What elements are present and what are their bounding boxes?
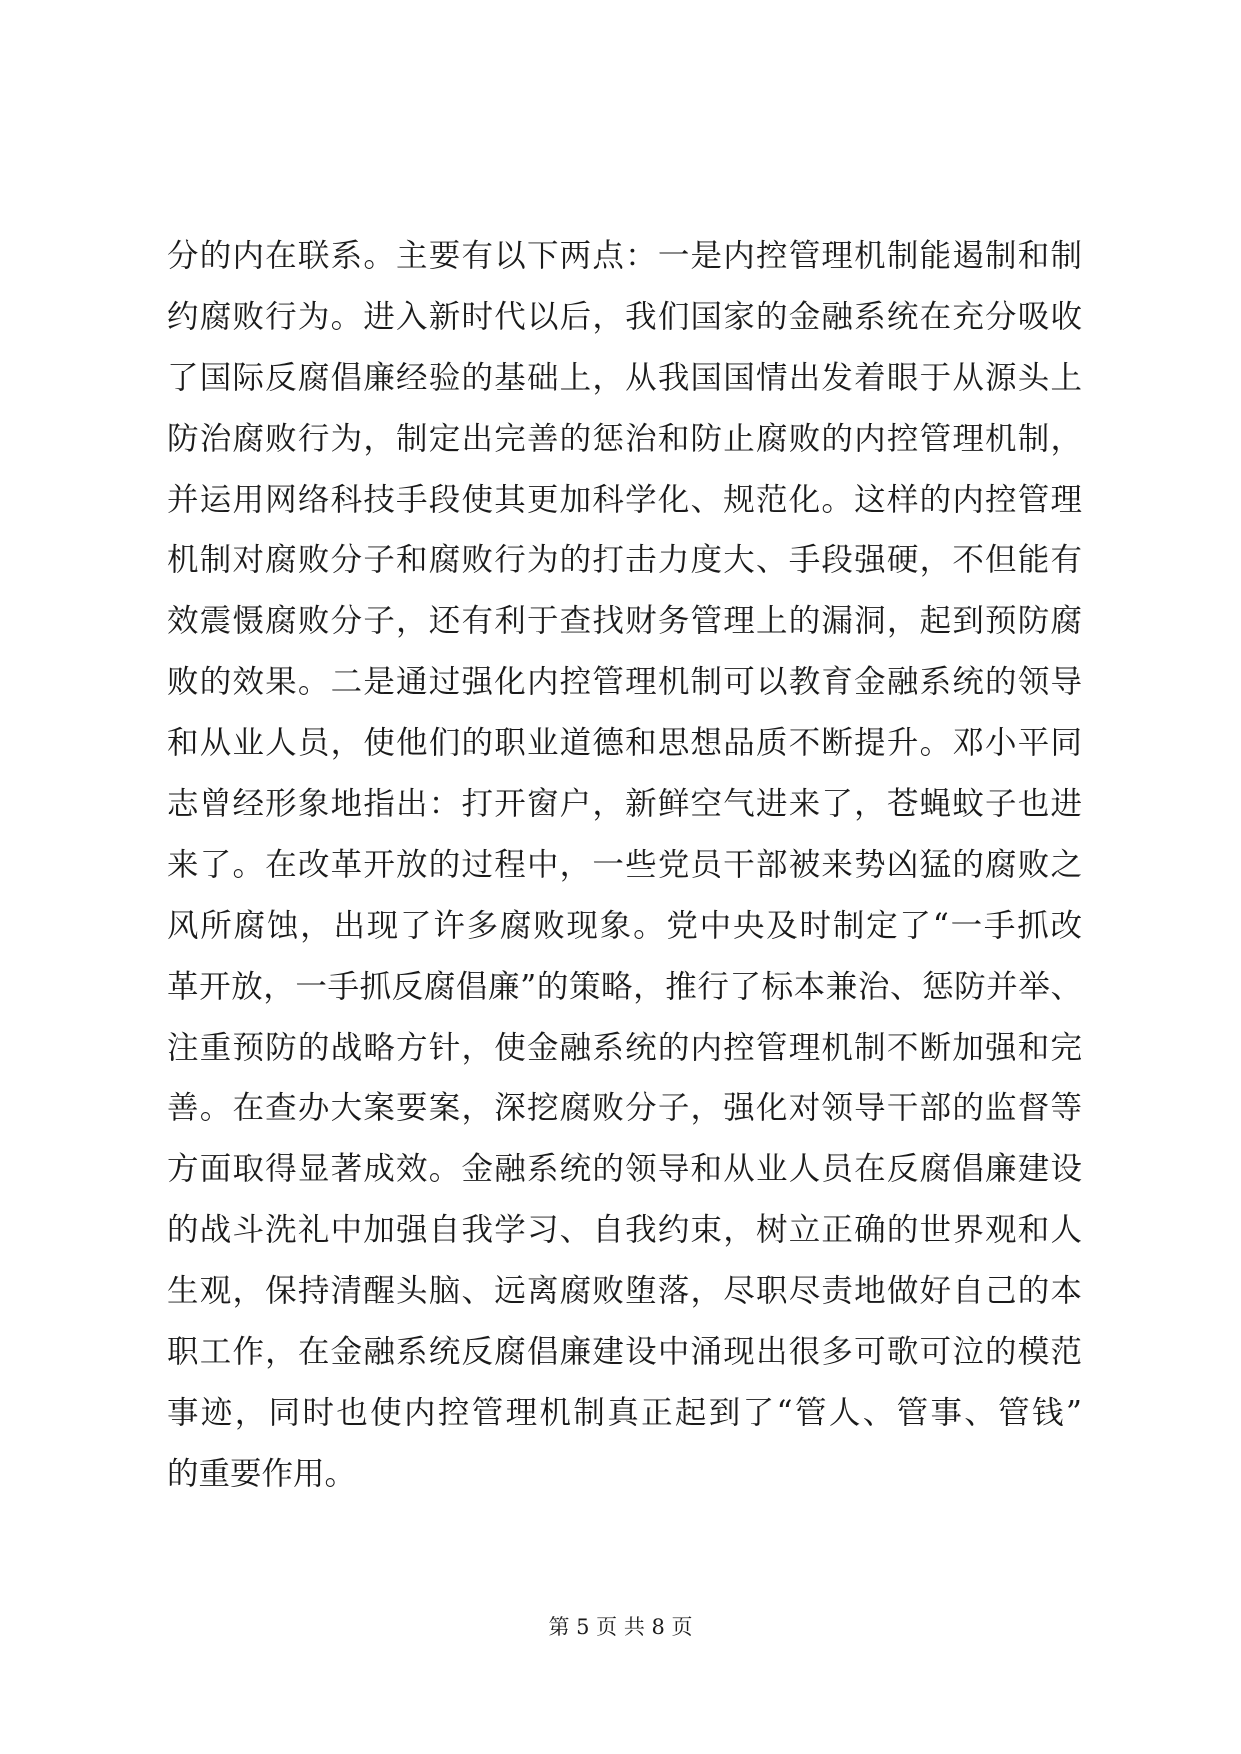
text-line: 败的效果。二是通过强化内控管理机制可以教育金融系统的领导 <box>167 664 1082 701</box>
text-line: 机制对腐败分子和腐败行为的打击力度大、手段强硬，不但能有 <box>167 542 1082 579</box>
text-line: 职工作，在金融系统反腐倡廉建设中涌现出很多可歌可泣的模范 <box>167 1334 1082 1371</box>
text-line: 防治腐败行为，制定出完善的惩治和防止腐败的内控管理机制， <box>167 420 1082 457</box>
text-line: 事迹，同时也使内控管理机制真正起到了“管人、管事、管钱” <box>167 1394 1082 1431</box>
text-line: 了国际反腐倡廉经验的基础上，从我国国情出发着眼于从源头上 <box>167 359 1082 396</box>
text-line: 生观，保持清醒头脑、远离腐败堕落，尽职尽责地做好自己的本 <box>167 1273 1082 1310</box>
body-paragraph <box>167 226 1082 1505</box>
text-line-last: 的重要作用。 <box>167 1455 357 1492</box>
text-line: 方面取得显著成效。金融系统的领导和从业人员在反腐倡廉建设 <box>167 1151 1082 1188</box>
text-line: 和从业人员，使他们的职业道德和思想品质不断提升。邓小平同 <box>167 725 1082 762</box>
text-line: 注重预防的战略方针，使金融系统的内控管理机制不断加强和完 <box>167 1029 1082 1066</box>
text-line: 并运用网络科技手段使其更加科学化、规范化。这样的内控管理 <box>167 481 1082 518</box>
page-number-label: 第 5 页 共 8 页 <box>548 1615 693 1639</box>
text-line: 革开放，一手抓反腐倡廉”的策略，推行了标本兼治、惩防并举、 <box>167 968 1082 1005</box>
text-line: 约腐败行为。进入新时代以后，我们国家的金融系统在充分吸收 <box>167 298 1082 335</box>
text-line: 善。在查办大案要案，深挖腐败分子，强化对领导干部的监督等 <box>167 1090 1082 1127</box>
page-footer <box>0 1612 1241 1642</box>
text-line: 的战斗洗礼中加强自我学习、自我约束，树立正确的世界观和人 <box>167 1212 1082 1249</box>
text-line: 来了。在改革开放的过程中，一些党员干部被来势凶猛的腐败之 <box>167 846 1082 883</box>
text-line: 效震慑腐败分子，还有利于查找财务管理上的漏洞，起到预防腐 <box>167 603 1082 640</box>
text-line: 志曾经形象地指出：打开窗户，新鲜空气进来了，苍蝇蚊子也进 <box>167 786 1082 823</box>
text-line: 风所腐蚀，出现了许多腐败现象。党中央及时制定了“一手抓改 <box>167 907 1082 944</box>
text-line: 分的内在联系。主要有以下两点：一是内控管理机制能遏制和制 <box>167 238 1082 274</box>
